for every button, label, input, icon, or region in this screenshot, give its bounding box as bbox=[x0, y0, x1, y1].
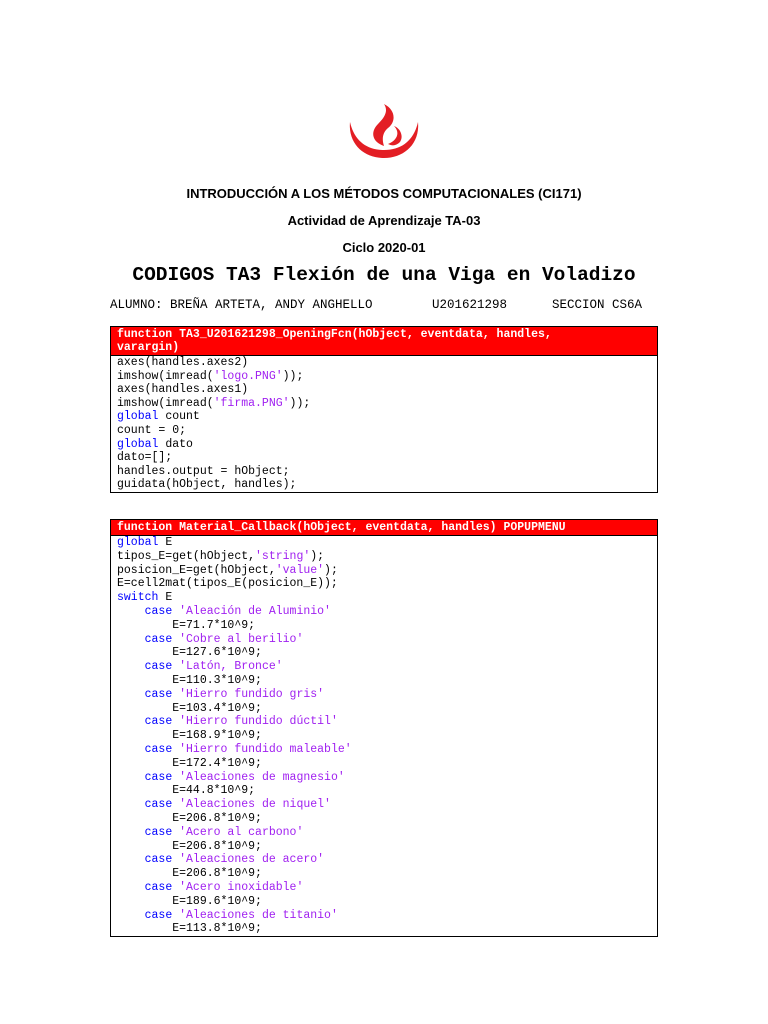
code-line: case 'Aleaciones de acero' bbox=[144, 853, 325, 867]
code-line: E=44.8*10^9; bbox=[117, 784, 256, 798]
code-line: E=113.8*10^9; bbox=[117, 922, 262, 936]
student-code: U201621298 bbox=[432, 298, 508, 312]
activity-title: Actividad de Aprendizaje TA-03 bbox=[287, 213, 481, 228]
code-line: handles.output = hObject; bbox=[117, 464, 290, 478]
code-line: case 'Acero inoxidable' bbox=[144, 880, 304, 894]
code-line: axes(handles.axes2) bbox=[117, 356, 249, 369]
code-line: E=103.4*10^9; bbox=[117, 701, 262, 715]
code-line: case 'Latón, Bronce' bbox=[144, 660, 283, 674]
code-line: global E bbox=[117, 536, 173, 549]
cycle-label: Ciclo 2020-01 bbox=[342, 240, 426, 255]
code-line: E=cell2mat(tipos_E(posicion_E)); bbox=[117, 577, 338, 591]
code-line: case 'Acero al carbono' bbox=[144, 825, 304, 839]
code-line: imshow(imread('logo.PNG')); bbox=[117, 369, 304, 383]
code-line: E=172.4*10^9; bbox=[117, 756, 262, 770]
upc-flame-logo-icon bbox=[344, 100, 424, 162]
code-line: E=206.8*10^9; bbox=[117, 839, 262, 853]
code-line: case 'Aleación de Aluminio' bbox=[144, 604, 331, 618]
code-line: case 'Cobre al berilio' bbox=[144, 632, 304, 646]
code-line: global count bbox=[117, 410, 200, 424]
function-header: function Material_Callback(hObject, eventdata, handles) POPUPMENU bbox=[111, 520, 657, 536]
code-line: E=110.3*10^9; bbox=[117, 673, 262, 687]
code-line: tipos_E=get(hObject,'string'); bbox=[117, 549, 325, 563]
page-title: CODIGOS TA3 Flexión de una Viga en Voladizo bbox=[132, 264, 636, 286]
code-line: case 'Hierro fundido gris' bbox=[144, 687, 325, 701]
course-title: INTRODUCCIÓN A LOS MÉTODOS COMPUTACIONALES (CI171) bbox=[186, 186, 582, 201]
code-line: switch E bbox=[117, 591, 173, 605]
code-line: posicion_E=get(hObject,'value'); bbox=[117, 563, 338, 577]
code-line: axes(handles.axes1) bbox=[117, 383, 249, 397]
code-body bbox=[111, 536, 657, 936]
code-line: E=206.8*10^9; bbox=[117, 811, 262, 825]
code-line: case 'Hierro fundido maleable' bbox=[144, 742, 352, 756]
code-line: case 'Aleaciones de magnesio' bbox=[144, 770, 345, 784]
code-line: imshow(imread('firma.PNG')); bbox=[117, 396, 311, 410]
code-body bbox=[111, 356, 657, 492]
code-block-opening-fcn bbox=[110, 326, 658, 493]
code-line: dato=[]; bbox=[117, 451, 173, 465]
code-line: E=206.8*10^9; bbox=[117, 867, 262, 881]
function-header: function TA3_U201621298_OpeningFcn(hObject, eventdata, handles, varargin) bbox=[111, 327, 657, 356]
code-block-material-callback bbox=[110, 519, 658, 937]
code-line: count = 0; bbox=[117, 423, 187, 437]
code-line: global dato bbox=[117, 437, 193, 451]
student-section: SECCION CS6A bbox=[552, 298, 643, 312]
code-line: guidata(hObject, handles); bbox=[117, 478, 297, 492]
student-name: ALUMNO: BREÑA ARTETA, ANDY ANGHELLO bbox=[110, 298, 373, 312]
code-line: case 'Aleaciones de niquel' bbox=[144, 798, 331, 812]
code-line: E=127.6*10^9; bbox=[117, 646, 262, 660]
code-line: E=189.6*10^9; bbox=[117, 894, 262, 908]
code-line: case 'Hierro fundido dúctil' bbox=[144, 715, 338, 729]
code-line: E=168.9*10^9; bbox=[117, 729, 262, 743]
code-line: E=71.7*10^9; bbox=[117, 618, 256, 632]
code-line: case 'Aleaciones de titanio' bbox=[144, 908, 338, 922]
